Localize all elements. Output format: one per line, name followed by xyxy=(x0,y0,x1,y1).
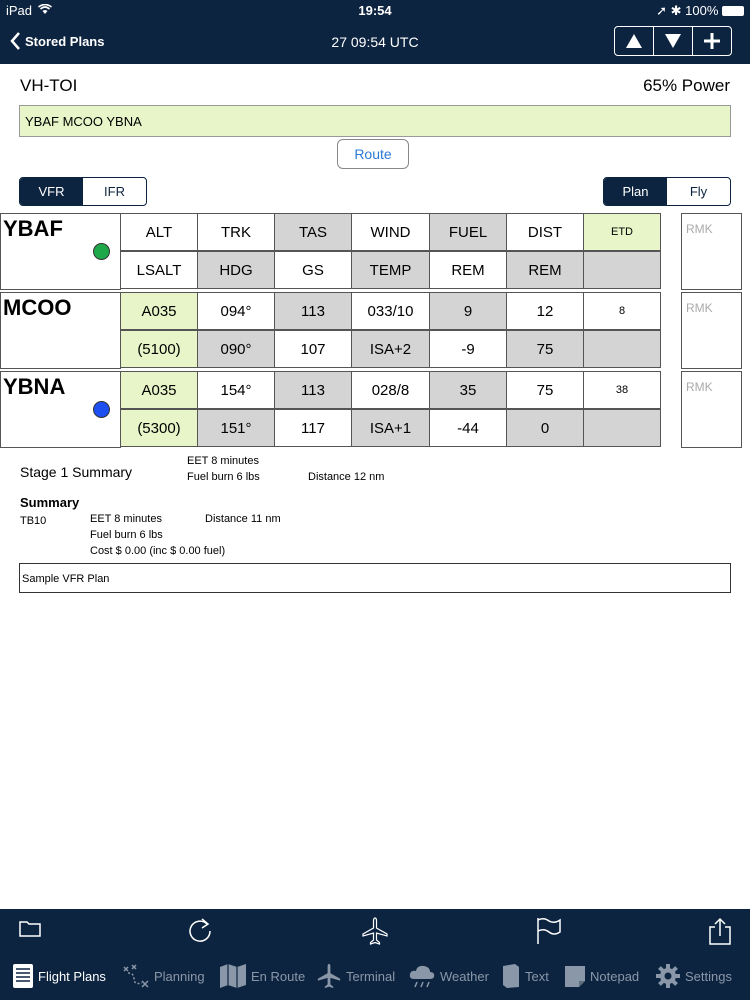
navigation-bar xyxy=(0,20,750,64)
share-icon xyxy=(709,917,731,945)
gear-icon xyxy=(655,963,681,989)
back-label: Stored Plans xyxy=(25,33,105,49)
temp-field[interactable]: ISA+2 xyxy=(351,330,430,368)
route-button[interactable]: Route xyxy=(337,139,409,169)
header-temp: TEMP xyxy=(351,251,430,289)
summary-aircraft: TB10 xyxy=(20,515,47,527)
stage-fuel: Fuel burn 6 lbs xyxy=(187,471,260,483)
header-wind: WIND xyxy=(351,213,430,251)
add-button[interactable] xyxy=(693,27,731,55)
refresh-icon xyxy=(188,917,214,945)
nav-button-group xyxy=(614,26,732,56)
tab-label: En Route xyxy=(251,968,306,984)
tab-label: Planning xyxy=(154,968,205,984)
header-tas: TAS xyxy=(274,213,352,251)
flag-button[interactable] xyxy=(535,917,563,950)
track-value: 154° xyxy=(197,371,275,409)
fuel-value: 35 xyxy=(429,371,507,409)
summary-eet: EET 8 minutes xyxy=(90,513,162,525)
temp-field[interactable]: ISA+1 xyxy=(351,409,430,447)
fuel-rem-value: -44 xyxy=(429,409,507,447)
stage-summary-title: Stage 1 Summary xyxy=(20,464,133,480)
tab-label: Settings xyxy=(685,968,732,984)
groundspeed-value: 107 xyxy=(274,330,352,368)
tab-label: Flight Plans xyxy=(38,968,106,984)
status-bar xyxy=(0,0,750,20)
wind-field[interactable]: 033/10 xyxy=(351,292,430,330)
tab-label: Weather xyxy=(440,968,489,984)
airplane-icon xyxy=(316,963,342,989)
summary-distance: Distance 11 nm xyxy=(205,513,281,525)
etd-field[interactable]: ETD xyxy=(583,213,661,251)
bluetooth-icon: ✱ xyxy=(670,3,682,18)
fly-button[interactable] xyxy=(361,917,389,950)
folder-button[interactable] xyxy=(19,917,41,944)
share-button[interactable] xyxy=(709,917,731,950)
triangle-up-icon xyxy=(626,34,642,48)
folder-icon xyxy=(19,917,41,939)
flight-rules-toggle xyxy=(19,177,147,206)
departure-marker-icon xyxy=(93,243,110,260)
route-field[interactable]: YBAF MCOO YBNA xyxy=(19,105,731,137)
waypoint-name: YBAF xyxy=(3,216,63,241)
tab-weather[interactable] xyxy=(408,963,489,989)
header-trk: TRK xyxy=(197,213,275,251)
move-up-button[interactable] xyxy=(615,27,654,55)
summary-fuel: Fuel burn 6 lbs xyxy=(90,529,163,541)
altitude-field[interactable]: A035 xyxy=(120,371,198,409)
header-alt: ALT xyxy=(120,213,198,251)
tab-planning[interactable] xyxy=(122,963,205,989)
tab-settings[interactable] xyxy=(655,963,732,989)
wind-field[interactable]: 028/8 xyxy=(351,371,430,409)
bottom-toolbar xyxy=(0,909,750,953)
summary-cost: Cost $ 0.00 (inc $ 0.00 fuel) xyxy=(90,545,226,557)
header-hdg: HDG xyxy=(197,251,275,289)
tab-label: Terminal xyxy=(346,968,396,984)
fuel-rem-value: -9 xyxy=(429,330,507,368)
altitude-field[interactable]: A035 xyxy=(120,292,198,330)
planning-icon xyxy=(122,963,150,989)
tab-label: Text xyxy=(525,968,549,984)
map-icon xyxy=(219,963,247,989)
destination-marker-icon xyxy=(93,401,110,418)
empty-cell xyxy=(583,251,661,289)
stage-eet: EET 8 minutes xyxy=(187,455,259,467)
mode-toggle xyxy=(603,177,731,206)
header-dist: DIST xyxy=(506,213,584,251)
flag-icon xyxy=(535,917,563,945)
empty-cell xyxy=(583,330,661,368)
distance-value: 75 xyxy=(506,371,584,409)
empty-cell xyxy=(583,409,661,447)
distance-value: 12 xyxy=(506,292,584,330)
tab-notepad[interactable] xyxy=(564,963,639,989)
power-setting[interactable]: 65% Power xyxy=(643,76,730,95)
airplane-icon xyxy=(361,917,389,945)
tab-text[interactable] xyxy=(501,963,549,989)
waypoint-cell-mcoo[interactable] xyxy=(0,292,121,369)
header-gs: GS xyxy=(274,251,352,289)
location-icon: ➚ xyxy=(656,3,667,18)
document-icon xyxy=(501,963,521,989)
fly-option[interactable]: Fly xyxy=(689,184,708,199)
header-fuel: FUEL xyxy=(429,213,507,251)
remarks-field[interactable]: RMK xyxy=(681,292,742,369)
dist-rem-value: 0 xyxy=(506,409,584,447)
header-dist-rem: REM xyxy=(506,251,584,289)
carrier-label: iPad xyxy=(6,3,33,18)
waypoint-name: YBNA xyxy=(3,374,66,399)
heading-value: 090° xyxy=(197,330,275,368)
plan-notes-field[interactable]: Sample VFR Plan xyxy=(19,563,731,593)
tab-flight-plans[interactable] xyxy=(12,963,106,989)
waypoint-cell-ybna[interactable] xyxy=(0,371,121,448)
triangle-down-icon xyxy=(665,34,681,48)
tab-terminal[interactable] xyxy=(316,963,395,989)
status-time: 19:54 xyxy=(358,3,392,18)
document-list-icon xyxy=(12,963,34,989)
tas-field[interactable]: 113 xyxy=(274,371,352,409)
stage-distance: Distance 12 nm xyxy=(308,471,385,483)
eta-value: 8 xyxy=(583,292,661,330)
remarks-field[interactable]: RMK xyxy=(681,371,742,448)
plus-icon xyxy=(704,33,720,49)
heading-value: 151° xyxy=(197,409,275,447)
groundspeed-value: 117 xyxy=(274,409,352,447)
cloud-rain-icon xyxy=(408,963,436,989)
tas-field[interactable]: 113 xyxy=(274,292,352,330)
notepad-icon xyxy=(564,963,586,989)
battery-percent: 100% xyxy=(685,3,719,18)
waypoint-cell-ybaf[interactable] xyxy=(0,213,121,290)
waypoint-name: MCOO xyxy=(3,295,72,320)
eta-value: 38 xyxy=(583,371,661,409)
lsalt-value: (5100) xyxy=(120,330,198,368)
fuel-value: 9 xyxy=(429,292,507,330)
refresh-button[interactable] xyxy=(188,917,214,950)
move-down-button[interactable] xyxy=(654,27,693,55)
vfr-option[interactable]: VFR xyxy=(20,178,83,205)
plan-option[interactable]: Plan xyxy=(604,178,667,205)
track-value: 094° xyxy=(197,292,275,330)
dist-rem-value: 75 xyxy=(506,330,584,368)
battery-icon xyxy=(722,6,744,16)
header-fuel-rem: REM xyxy=(429,251,507,289)
status-right xyxy=(656,3,744,19)
tab-label: Notepad xyxy=(590,968,640,984)
nav-title: 27 09:54 UTC xyxy=(331,34,419,50)
tab-en-route[interactable] xyxy=(219,963,305,989)
header-lsalt: LSALT xyxy=(120,251,198,289)
summary-title: Summary xyxy=(20,495,80,510)
ifr-option[interactable]: IFR xyxy=(104,184,125,199)
remarks-field[interactable]: RMK xyxy=(681,213,742,290)
lsalt-value: (5300) xyxy=(120,409,198,447)
tab-bar xyxy=(0,953,750,1000)
aircraft-registration[interactable]: VH-TOI xyxy=(20,76,78,95)
